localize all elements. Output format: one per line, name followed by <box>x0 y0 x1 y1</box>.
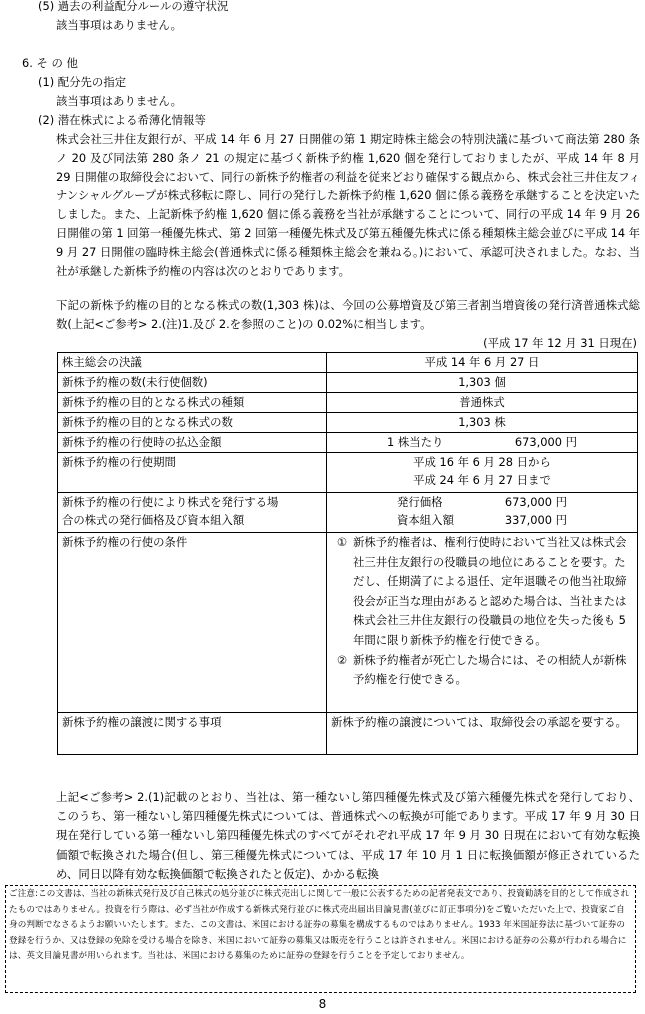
condition-2 <box>331 651 631 690</box>
row-value <box>327 433 638 453</box>
subsection-2-heading: (2) 潜在株式による希薄化情報等 <box>38 113 206 127</box>
dilution-paragraph-2: 下記の新株予約権の目的となる株式の数(1,303 株)は、今回の公募増資及び第三者割当増資後の発行済普通株式総数(上記<ご参考> 2.(注)1.及び 2.を参照のこと)の 0.02%に相当します。 <box>56 298 640 331</box>
price-value: 673,000 円 <box>514 435 577 449</box>
issue-price-pair <box>397 493 567 511</box>
row-value <box>327 533 638 713</box>
row-label: 新株予約権の数(未行使個数) <box>58 373 327 393</box>
row-label-line-2: 合の株式の発行価格及び資本組入額 <box>62 513 245 527</box>
condition-2-marker: ② <box>336 652 348 667</box>
row-value: 平成 14 年 6 月 27 日 <box>327 353 638 373</box>
table-row <box>58 413 638 433</box>
subsection-1-body: 該当事項はありません。 <box>56 94 182 108</box>
row-value: 新株予約権の譲渡については、取締役会の承認を要する。 <box>327 713 638 755</box>
disclaimer-box: ご注意:この文書は、当社の新株式発行及び自己株式の処分並びに株式売出しに関して一般に公表するための記者発表文であり、投資勧誘を目的として作成されたものではありません。投資を行う際は、必ず当社が作成する新株式発行並びに株式売出届出目論見書(並びに訂正事項分)をご覧いただいた上で、投資家ご自身の判断でなさるようお願いいたします。また、この文書は、米国における証券の募集を構成するものではありません。1933 年米国証券法に基づいて証券の登録を行うか、又は登録の免除を受ける場合を除き、米国において証券の募集又は販売を行うことは許されません。米国における証券の公募が行われる場合には、英文目論見書が用いられます。当社は、米国における募集のために証券の登録を行うことを予定しておりません。 <box>5 885 636 993</box>
row-label <box>58 493 327 533</box>
condition-2-text: 新株予約権者が死亡した場合には、その相続人が新株予約権を行使できる。 <box>353 652 627 687</box>
capital-label: 資本組入額 <box>397 513 454 527</box>
subsection-1-heading: (1) 配分先の指定 <box>38 75 127 89</box>
section-6-heading: 6. そ の 他 <box>22 56 78 70</box>
table-row <box>58 353 638 373</box>
capital-value: 337,000 円 <box>504 513 567 527</box>
row-label-line-1: 新株予約権の行使により株式を発行する場 <box>62 495 279 509</box>
section-5-heading: (5) 過去の利益配分ルールの遵守状況 <box>38 0 229 13</box>
price-pair <box>387 433 577 451</box>
row-label: 新株予約権の行使時の払込金額 <box>58 433 327 453</box>
table-row <box>58 393 638 413</box>
period-end: 平成 24 年 6 月 27 日まで <box>413 473 551 487</box>
capital-pair <box>397 511 567 529</box>
table-row <box>58 453 638 493</box>
table-row <box>58 373 638 393</box>
page-number: 8 <box>318 997 327 1011</box>
row-label: 新株予約権の目的となる株式の数 <box>58 413 327 433</box>
table-row <box>58 533 638 713</box>
row-value: 1,303 株 <box>327 413 638 433</box>
section-5-body: 該当事項はありません。 <box>56 18 182 32</box>
row-label: 新株予約権の譲渡に関する事項 <box>58 713 327 755</box>
condition-1-text: 新株予約権者は、権利行使時において当社又は株式会社三井住友銀行の役職員の地位にあることを要す。ただし、任期満了による退任、定年退職その他当社取締役会が正当な理由があると認めた場合は、当社または株式会社三井住友銀行の役職員の地位を失った後も 5 年間に限り新株予約権を行使できる。 <box>353 535 627 647</box>
table-row <box>58 493 638 533</box>
row-value <box>327 453 638 493</box>
condition-1-marker: ① <box>336 535 348 549</box>
row-value: 1,303 個 <box>327 373 638 393</box>
row-label: 新株予約権の目的となる株式の種類 <box>58 393 327 413</box>
period-start: 平成 16 年 6 月 28 日から <box>413 455 551 469</box>
as-of-date: (平成 17 年 12 月 31 日現在) <box>483 336 637 350</box>
row-value: 普通株式 <box>327 393 638 413</box>
row-label: 新株予約権の行使の条件 <box>58 533 327 713</box>
table-row <box>58 433 638 453</box>
stock-option-table <box>57 352 638 755</box>
dilution-paragraph-1: 株式会社三井住友銀行が、平成 14 年 6 月 27 日開催の第 1 期定時株主総会の特別決議に基づいて商法第 280 条ノ 20 及び同法第 280 条ノ 21 の規定に基づく新株予約権 1,620 個を発行しておりましたが、平成 14 年 8 月 29 日開催の取締役会において、同行の新株予約権者の利益を従来どおり確保する観点から、株式会社三井住友フィナンシャルグループが株式移転に際し、同行の発行した新株予約権 1,620 個に係る義務を承継することを決定いたしました。また、上記新株予約権 1,620 個に係る義務を当社が承継することについて、同行の平成 14 年 9 月 26 日開催の第 1 回第一種優先株式、第 2 回第一種優先株式及び第五種優先株式に係る種類株主総会並びに平成 14 年 9 月 27 日開催の臨時株主総会(普通株式に係る種類株主総会を兼ねる。)において、承認可決されました。なお、当社が承継した新株予約権の内容は次のとおりであります。 <box>56 132 640 278</box>
issue-price-value: 673,000 円 <box>504 495 567 509</box>
table-row <box>58 713 638 755</box>
row-label: 新株予約権の行使期間 <box>58 453 327 493</box>
price-label: 1 株当たり <box>387 435 444 449</box>
row-value <box>327 493 638 533</box>
condition-1 <box>331 533 631 651</box>
issue-price-label: 発行価格 <box>397 495 443 509</box>
conversion-paragraph: 上記<ご参考> 2.(1)記載のとおり、当社は、第一種ないし第四種優先株式及び第六種優先株式を発行しており、このうち、第一種ないし第四種優先株式については、普通株式への転換が可能であります。平成 17 年 9 月 30 日現在発行している第一種ないし第四種優先株式のすべてがそれぞれ平成 17 年 9 月 30 日現在において有効な転換価額で転換された場合(但し、第三種優先株式については、平成 17 年 10 月 1 日に転換価額が修正されているため、同日以降有効な転換価額で転換されたと仮定)、かかる転換 <box>56 790 640 881</box>
row-label: 株主総会の決議 <box>58 353 327 373</box>
